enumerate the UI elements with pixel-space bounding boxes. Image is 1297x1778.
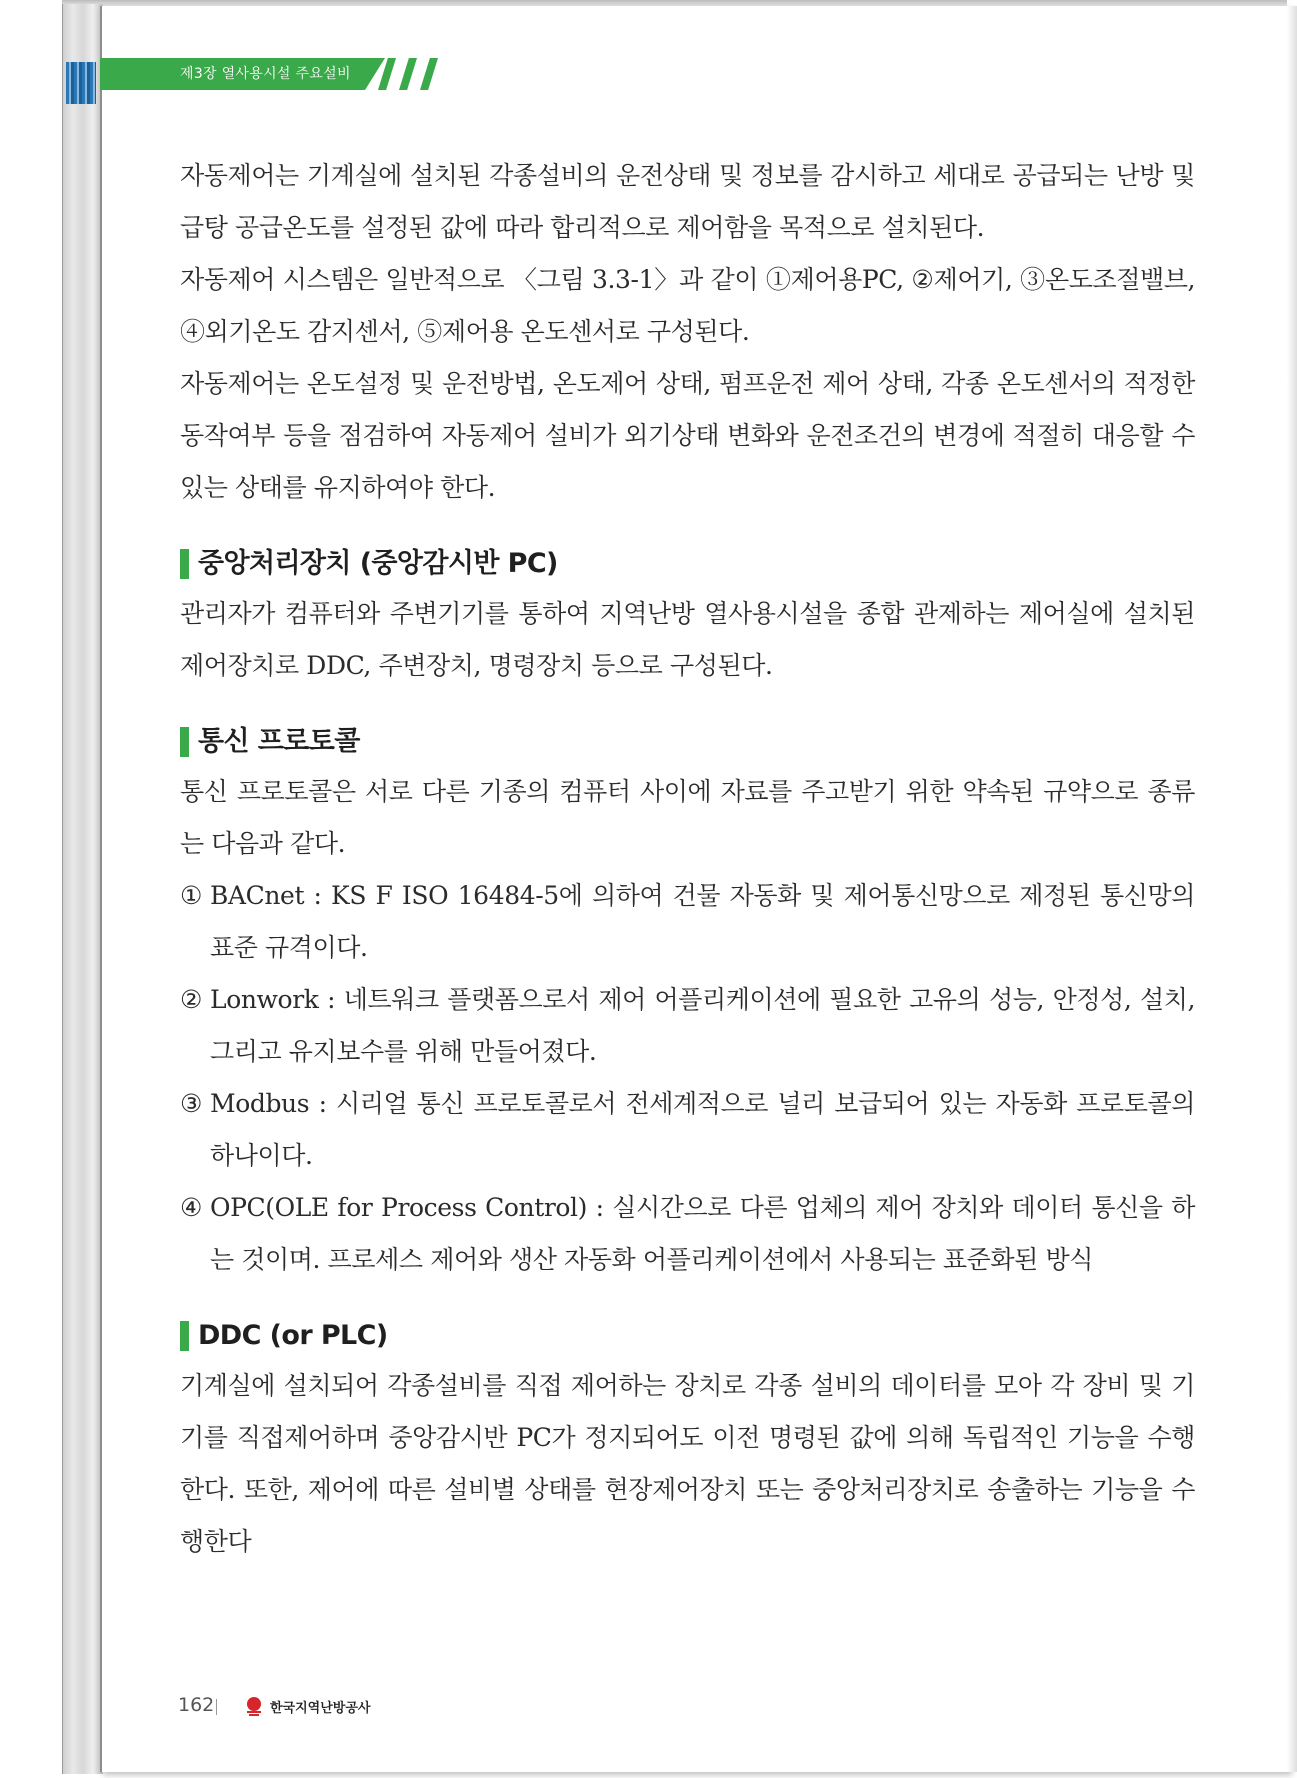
list-item [180,870,1195,974]
section-heading [180,544,1195,584]
section-marker [180,549,189,579]
section-marker [180,727,189,757]
list-item-number: ④ [180,1193,203,1222]
list-item-text: Modbus : 시리얼 통신 프로토콜로서 전세계적으로 널리 보급되어 있는 자동화 프로토콜의 하나이다. [210,1089,1195,1170]
section-heading [180,1316,1195,1356]
chapter-title: 제3장 열사용시설 주요설비 [180,66,351,82]
book-edge-tab [66,62,96,104]
page-content [180,150,1195,1568]
list-item-number: ② [180,985,203,1014]
section-heading-text: 중앙처리장치 (중앙감시반 PC) [198,548,558,579]
org-logo-icon [244,1696,264,1716]
section-paragraph: 통신 프로토콜은 서로 다른 기종의 컴퓨터 사이에 자료를 주고받기 위한 약속된 규약으로 종류는 다음과 같다. [180,777,1195,858]
intro-paragraph: 자동제어는 기계실에 설치된 각종설비의 운전상태 및 정보를 감시하고 세대로 공급되는 난방 및 급탕 공급온도를 설정된 값에 따라 합리적으로 제어함을 목적으로 설치된다. [180,161,1195,242]
section-marker [180,1321,189,1351]
page-right-edge [1287,6,1297,1772]
footer-divider [216,1699,217,1715]
page-number: 162 [178,1694,215,1716]
list-item-number: ① [180,881,203,910]
organization-name: 한국지역난방공사 [270,1701,371,1716]
section-heading-text: 통신 프로토콜 [198,726,360,757]
list-item [180,1182,1195,1286]
list-item-text: Lonwork : 네트워크 플랫폼으로서 제어 어플리케이션에 필요한 고유의 성능, 안정성, 설치, 그리고 유지보수를 위해 만들어졌다. [210,985,1195,1066]
list-item [180,974,1195,1078]
intro-paragraph: 자동제어 시스템은 일반적으로 〈그림 3.3-1〉과 같이 ①제어용PC, ②제어기, ③온도조절밸브, ④외기온도 감지센서, ⑤제어용 온도센서로 구성된다. [180,265,1195,346]
section-paragraph: 관리자가 컴퓨터와 주변기기를 통하여 지역난방 열사용시설을 종합 관제하는 제어실에 설치된 제어장치로 DDC, 주변장치, 명령장치 등으로 구성된다. [180,599,1195,680]
section-heading-text: DDC (or PLC) [198,1320,388,1351]
list-item-number: ③ [180,1089,203,1118]
list-item-text: BACnet : KS F ISO 16484-5에 의하여 건물 자동화 및 제어통신망으로 제정된 통신망의 표준 규격이다. [210,881,1195,962]
list-item-text: OPC(OLE for Process Control) : 실시간으로 다른 업체의 제어 장치와 데이터 통신을 하는 것이며. 프로세스 제어와 생산 자동화 어플리케이션에서 사용되는 표준화된 방식 [210,1193,1195,1274]
intro-paragraph: 자동제어는 온도설정 및 운전방법, 온도제어 상태, 펌프운전 제어 상태, 각종 온도센서의 적정한 동작여부 등을 점검하여 자동제어 설비가 외기상태 변화와 운전조건의 변경에 적절히 대응할 수 있는 상태를 유지하여야 한다. [180,369,1195,502]
list-item [180,1078,1195,1182]
book-binding-edge [62,4,103,1774]
section-paragraph: 기계실에 설치되어 각종설비를 직접 제어하는 장치로 각종 설비의 데이터를 모아 각 장비 및 기기를 직접제어하며 중앙감시반 PC가 정지되어도 이전 명령된 값에 의해 독립적인 기능을 수행한다. 또한, 제어에 따른 설비별 상태를 현장제어장치 또는 중앙처리장치로 송출하는 기능을 수행한다 [180,1371,1195,1556]
section-heading [180,722,1195,762]
